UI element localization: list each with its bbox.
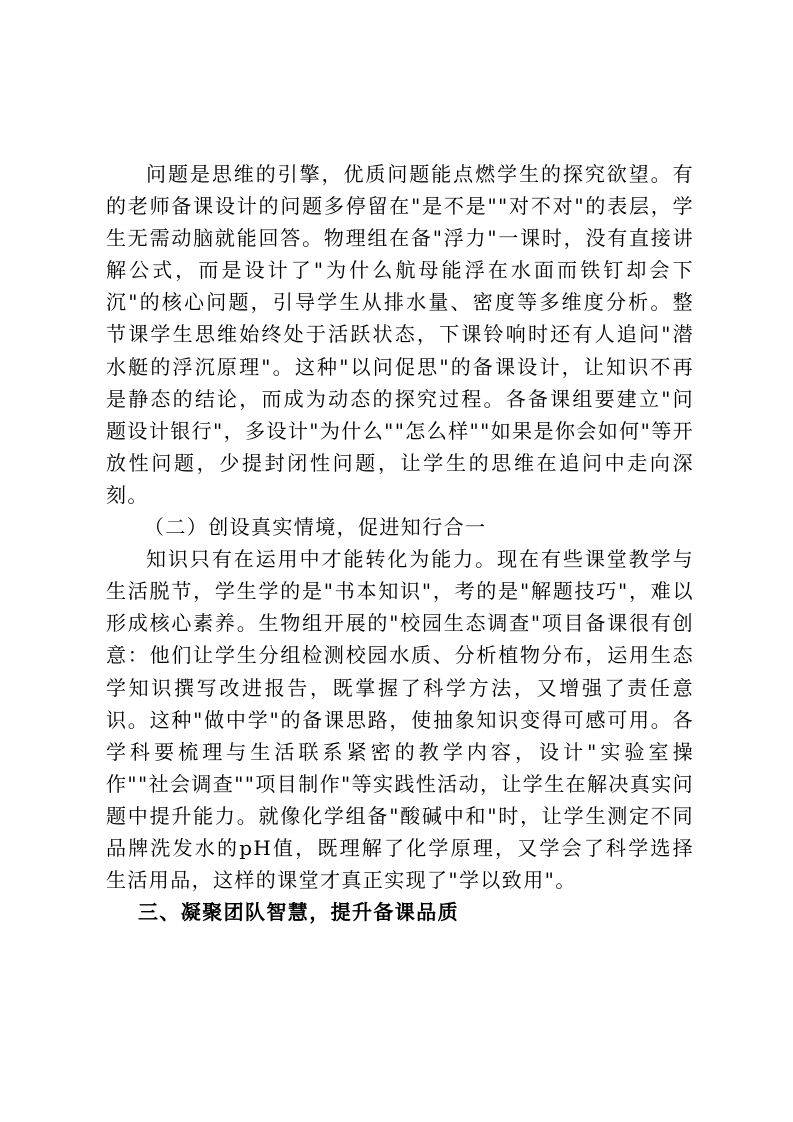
paragraph-questions: 问题是思维的引擎，优质问题能点燃学生的探究欲望。有的老师备课设计的问题多停留在"是不是""对不对"的表层，学生无需动脑就能回答。物理组在备"浮力"一课时，没有直接讲解公式，而是设计了"为什么航母能浮在水面而铁钉却会下沉"的核心问题，引导学生从排水量、密度等多维度分析。整节课学生思维始终处于活跃状态，下课铃响时还有人追问"潜水艇的浮沉原理"。这种"以问促思"的备课设计，让知识不再是静态的结论，而成为动态的探究过程。各备课组要建立"问题设计银行"，多设计"为什么""怎么样""如果是你会如何"等开放性问题，少提封闭性问题，让学生的思维在追问中走向深刻。 [106, 162, 694, 507]
subheading-real-context: （二）创设真实情境，促进知行合一 [144, 515, 487, 540]
paragraph-real-context: 知识只有在运用中才能转化为能力。现在有些课堂教学与生活脱节，学生学的是"书本知识"，考的是"解题技巧"，难以形成核心素养。生物组开展的"校园生态调查"项目备课很有创意：他们让学生分组检测校园水质、分析植物分布，运用生态学知识撰写改进报告，既掌握了科学方法，又增强了责任意识。这种"做中学"的备课思路，使抽象知识变得可感可用。各学科要梳理与生活联系紧密的教学内容，设计"实验室操作""社会调查""项目制作"等实践性活动，让学生在解决真实问题中提升能力。就像化学组备"酸碱中和"时，让学生测定不同品牌洗发水的pH值，既理解了化学原理，又学会了科学选择生活用品，这样的课堂才真正实现了"学以致用"。 [106, 547, 694, 893]
section-heading-team-wisdom: 三、凝聚团队智慧，提升备课品质 [138, 900, 459, 925]
document-body [106, 158, 694, 928]
